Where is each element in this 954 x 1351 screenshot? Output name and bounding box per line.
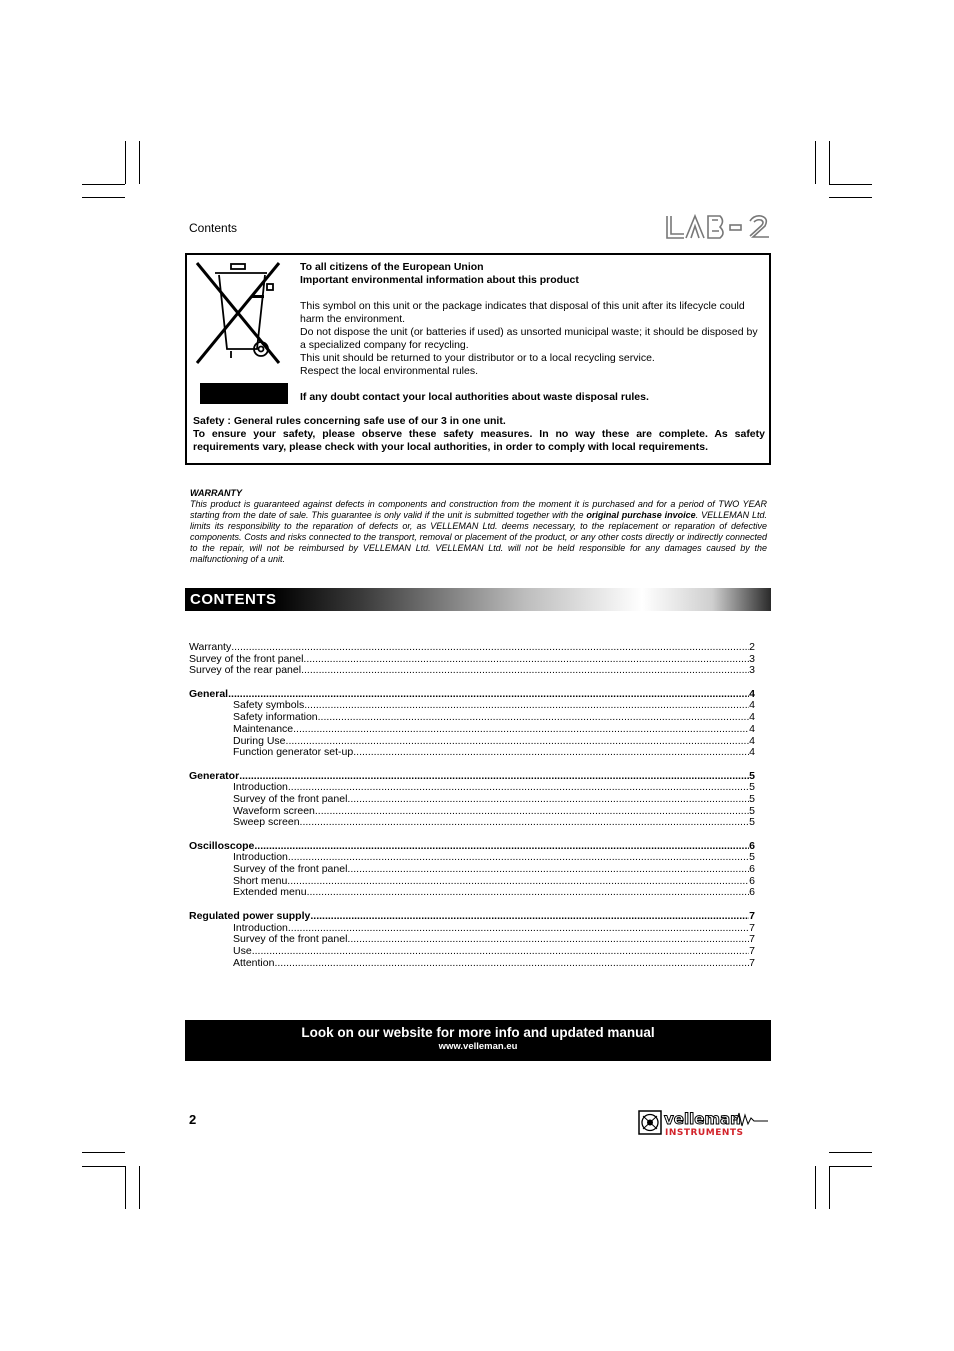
toc-entry[interactable]: During Use ..... 4 (189, 736, 755, 748)
crop-mark (82, 184, 125, 185)
crop-mark (125, 1166, 126, 1209)
crop-mark (125, 141, 126, 184)
toc-entry[interactable]: Warranty ..... 2 (189, 642, 755, 654)
crop-mark (82, 197, 125, 198)
crop-mark (815, 141, 816, 184)
toc-entry[interactable]: Survey of the front panel ..... 5 (189, 794, 755, 806)
crossed-out-bin-icon (195, 261, 283, 365)
warranty-text-part: This product is guaranteed against defects in components and construction from the moment it is purchased and for a period of TWO YEAR starting from the date of sale. This guarantee is only valid if the unit is submitted together with the (190, 499, 767, 520)
warranty-text (190, 499, 767, 565)
crop-mark (829, 1166, 830, 1209)
toc-entry[interactable]: Safety symbols ..... 4 (189, 700, 755, 712)
toc-entry[interactable]: Survey of the front panel ..... 7 (189, 934, 755, 946)
toc-entry[interactable]: Function generator set-up ..... 4 (189, 747, 755, 759)
logo-subtext: INSTRUMENTS (665, 1128, 744, 1138)
toc-entry[interactable]: Use ..... 7 (189, 946, 755, 958)
website-banner (185, 1020, 771, 1061)
toc-heading-oscilloscope[interactable]: Oscilloscope ..... 6 (189, 841, 755, 853)
black-bar (200, 383, 288, 404)
toc-entry[interactable]: Introduction ..... 5 (189, 852, 755, 864)
website-link[interactable]: www.velleman.eu (438, 1041, 518, 1052)
contents-heading-bar (185, 588, 771, 611)
lab2-logo (664, 212, 772, 242)
crop-mark (829, 184, 872, 185)
toc-entry[interactable]: Safety information ..... 4 (189, 712, 755, 724)
toc-entry[interactable]: Maintenance ..... 4 (189, 724, 755, 736)
toc-heading-general[interactable]: General ..... 4 (189, 689, 755, 701)
eu-disposal-notice (185, 253, 771, 465)
toc-entry[interactable]: Introduction ..... 5 (189, 782, 755, 794)
crop-mark (82, 1166, 125, 1167)
toc-entry[interactable]: Sweep screen ..... 5 (189, 817, 755, 829)
toc-entry[interactable]: Introduction ..... 7 (189, 923, 755, 935)
logo-text: velleman (664, 1110, 741, 1128)
warranty-text-part: . VELLEMAN Ltd. limits its responsibility to the reparation of defects or, as VELLEMAN Ltd. deems necessary, to the replacement or reparation of defective components. Costs and risks connected to the transport, removal or placement of the product, or any other costs directly or indirectly connected to the repair, will not be reimbursed by VELLEMAN Ltd. VELLEMAN Ltd. will not be held responsible for any damages caused by the malfunctioning of a unit. (190, 510, 767, 564)
toc-entry[interactable]: Survey of the front panel ..... 3 (189, 654, 755, 666)
warranty-section (190, 488, 767, 565)
safety-text: To ensure your safety, please observe these safety measures. In no way these are complete. As safety requirements vary, please check with your local authorities, in order to comply with local requirements. (193, 428, 765, 453)
warranty-title: WARRANTY (190, 488, 242, 498)
table-of-contents (189, 642, 755, 969)
eu-paragraph: This unit should be returned to your distributor or to a local recycling service. (300, 352, 655, 364)
section-title: Contents (189, 221, 238, 235)
velleman-instruments-logo (638, 1108, 770, 1138)
crop-mark (82, 1152, 125, 1153)
warranty-text-bold: original purchase invoice (586, 510, 696, 520)
toc-entry[interactable]: Extended menu ..... 6 (189, 887, 755, 899)
safety-title: Safety : General rules concerning safe use of our 3 in one unit. (193, 415, 506, 427)
eu-contact: If any doubt contact your local authorities about waste disposal rules. (300, 391, 649, 403)
eu-subtitle: Important environmental information about this product (300, 274, 579, 286)
crop-mark (139, 141, 140, 184)
crop-mark (829, 197, 872, 198)
crop-mark (829, 1166, 872, 1167)
eu-title: To all citizens of the European Union (300, 261, 484, 273)
eu-paragraph: Do not dispose the unit (or batteries if used) as unsorted municipal waste; it should be disposed by a specialized company for recycling. (300, 326, 758, 351)
crop-mark (139, 1166, 140, 1209)
crop-mark (829, 1152, 872, 1153)
toc-entry[interactable]: Short menu ..... 6 (189, 876, 755, 888)
toc-heading-power-supply[interactable]: Regulated power supply ..... 7 (189, 911, 755, 923)
crop-mark (815, 1166, 816, 1209)
website-banner-text: Look on our website for more info and updated manual (301, 1025, 655, 1040)
toc-entry[interactable]: Survey of the front panel ..... 6 (189, 864, 755, 876)
toc-entry[interactable]: Survey of the rear panel ..... 3 (189, 665, 755, 677)
toc-heading-generator[interactable]: Generator ..... 5 (189, 771, 755, 783)
toc-entry[interactable]: Attention ..... 7 (189, 958, 755, 970)
toc-entry[interactable]: Waveform screen ..... 5 (189, 806, 755, 818)
eu-paragraph: This symbol on this unit or the package indicates that disposal of this unit after its lifecycle could harm the environment. (300, 300, 745, 325)
page-number: 2 (189, 1112, 197, 1127)
contents-heading: CONTENTS (190, 591, 277, 608)
eu-paragraph: Respect the local environmental rules. (300, 365, 479, 377)
crop-mark (829, 141, 830, 184)
